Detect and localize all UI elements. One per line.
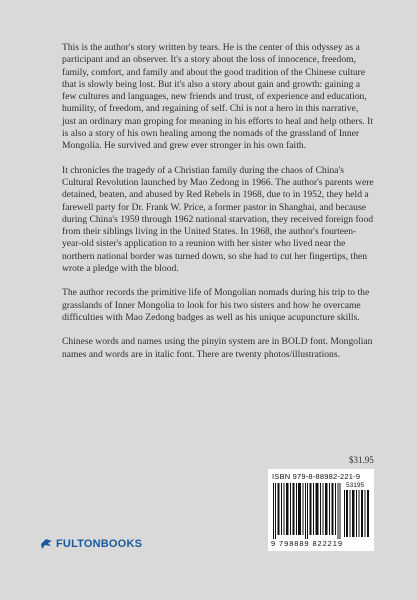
ean-barcode-bars [273, 483, 341, 539]
blurb-paragraph-4: Chinese words and names using the pinyin system are in BOLD font. Mongolian names and words are in italic font. There are twenty photos/illustrations. [62, 336, 373, 360]
price-label: $31.95 [349, 455, 374, 465]
addon-price-code: 53195 [346, 482, 365, 489]
isbn-barcode [268, 469, 374, 551]
bird-logo-icon [40, 538, 53, 550]
ean-digits: 9 798889 822219 [271, 539, 343, 548]
addon-barcode-bars [344, 490, 370, 537]
blurb-paragraph-2: It chronicles the tragedy of a Christian family during the chaos of China's Cultural Revolution launched by Mao Zedong in 1966. The author's parents were detained, beaten, and abused by Red Rebels in 1968, due to in 1952, they held a farewell party for Dr. Frank W. Price, a former pastor in Shanghai, and because during China's 1959 through 1962 national starvation, they received foreign food from their siblings living in the United States. In 1968, the author's fourteen-year-old sister's application to a reunion with her sister who lived near the northern national border was turned down, so she had to cut her fingertips, then wrote a pledge with the blood. [62, 164, 374, 275]
isbn-number: ISBN 979-8-88982-221-9 [272, 472, 361, 481]
back-cover-blurb [62, 42, 374, 373]
publisher-name: FULTONBOOKS [56, 538, 143, 550]
blurb-paragraph-1: This is the author's story written by tears. He is the center of this odyssey as a participant and an observer. It's a story about the loss of innocence, freedom, family, comfort, and family and about the good tradition of the Chinese culture that is slowly being lost. But it's also a story about gain and growth: gaining a few cultures and languages, new friends and trust, of experience and education, humility, of freedom, and regaining of self. Chi is not a hero in this narrative, just an ordinary man groping for meaning in his efforts to heal and help others. It is also a story of his own healing among the nomads of the grassland of Inner Mongolia. He survived and grew ever stronger in his own faith. [62, 42, 374, 152]
blurb-paragraph-3: The author records the primitive life of Mongolian nomads during his trip to the grasslands of Inner Mongolia to look for his two sisters and how he overcame difficulties with Mao Zedong badges as well as his unique acupuncture skills. [62, 287, 370, 323]
publisher-logo [40, 538, 142, 550]
